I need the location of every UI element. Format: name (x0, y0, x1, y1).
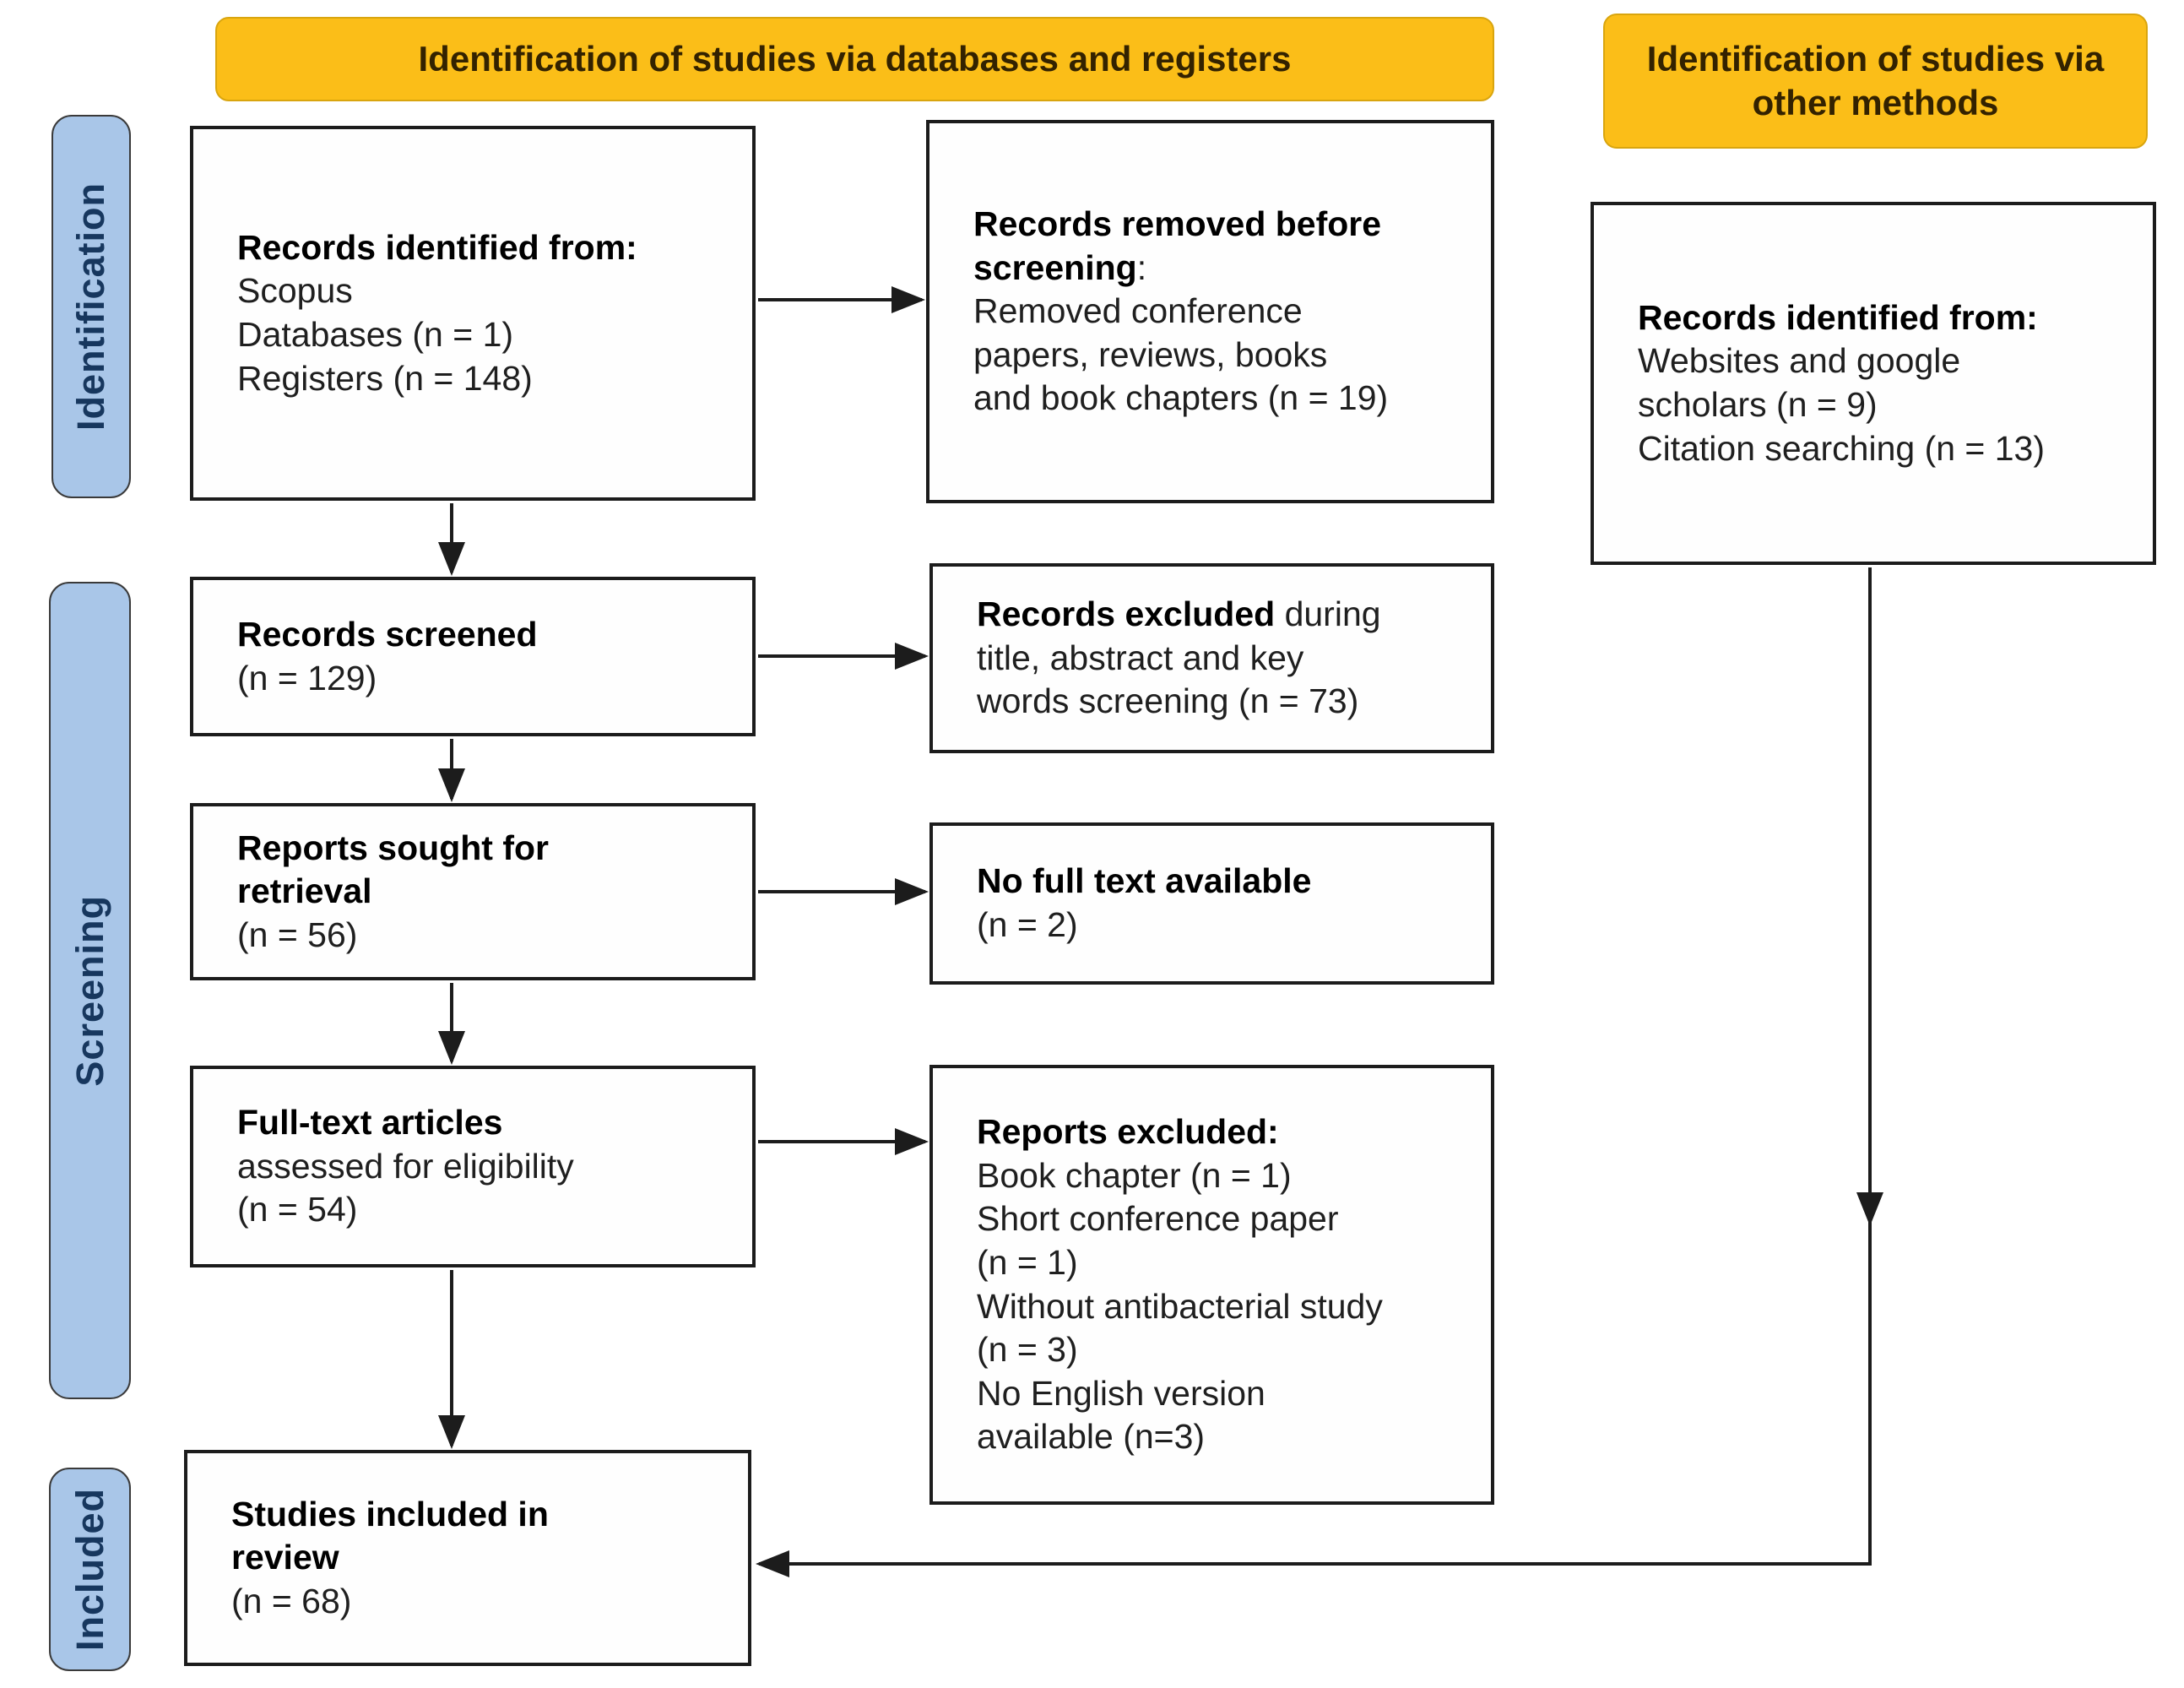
box-text-line: Removed conference (973, 291, 1303, 331)
box-text-line: Scopus (237, 271, 353, 311)
stage-included-label: Included (68, 1487, 111, 1651)
box-text-line: Records identified from: (1638, 297, 2038, 337)
stage-screening (49, 582, 131, 1399)
banner-databases-registers (215, 17, 1494, 101)
box-text-line: available (n=3) (977, 1417, 1206, 1457)
banner-other-methods-line1: Identification of studies via (1646, 38, 2105, 79)
box-text-line: Reports sought for (237, 828, 549, 867)
box-text-line: (n = 54) (237, 1190, 358, 1229)
stage-included (49, 1468, 131, 1671)
box-studies-included (184, 1450, 751, 1666)
box-text-line: papers, reviews, books (973, 334, 1328, 374)
box-text-line: Records excluded during (977, 594, 1381, 634)
stage-screening-label: Screening (68, 894, 111, 1087)
box-records-excluded (929, 563, 1494, 753)
box-records-identified-other-methods (1591, 202, 2156, 565)
box-text-line: (n = 56) (237, 915, 358, 954)
box-text-line: (n = 68) (231, 1581, 352, 1620)
box-text-line: Book chapter (n = 1) (977, 1155, 1292, 1195)
box-no-full-text (929, 822, 1494, 985)
box-text-line: and book chapters (n = 19) (973, 378, 1389, 418)
box-text-line: Citation searching (n = 13) (1638, 428, 2046, 468)
box-text-line: title, abstract and key (977, 638, 1304, 677)
box-text-line: Records screened (237, 614, 538, 654)
box-text-line: Short conference paper (977, 1199, 1339, 1239)
box-text-line: Records removed before (973, 204, 1382, 243)
stage-identification (51, 115, 131, 498)
box-records-screened (190, 577, 756, 736)
box-text-line: Reports excluded: (977, 1111, 1279, 1151)
box-text-line: (n = 2) (977, 905, 1078, 944)
banner-other-methods-line2: other methods (1752, 83, 1999, 122)
box-text-line: Studies included in (231, 1494, 549, 1533)
box-text-line: (n = 1) (977, 1242, 1078, 1282)
banner-other-methods (1603, 14, 2148, 149)
box-records-identified-databases (190, 126, 756, 501)
box-reports-sought-retrieval (190, 803, 756, 980)
box-text-line: screening: (973, 247, 1147, 287)
box-text-line: scholars (n = 9) (1638, 385, 1878, 424)
box-text-line: Databases (n = 1) (237, 315, 514, 354)
box-text-line: Websites and google (1638, 341, 1961, 381)
box-text-line: retrieval (237, 871, 372, 911)
box-text-line: review (231, 1538, 339, 1577)
box-fulltext-assessed (190, 1066, 756, 1267)
box-text-line: No English version (977, 1373, 1265, 1413)
box-records-removed-before-screening (926, 120, 1494, 503)
banner-databases-registers-label: Identification of studies via databases and registers (418, 38, 1292, 79)
box-text-line: assessed for eligibility (237, 1146, 574, 1186)
box-text-line: Records identified from: (237, 227, 637, 267)
box-reports-excluded (929, 1065, 1494, 1505)
box-text-line: words screening (n = 73) (977, 681, 1359, 721)
box-text-line: Registers (n = 148) (237, 358, 533, 398)
box-text-line: (n = 3) (977, 1330, 1078, 1370)
box-text-line: (n = 129) (237, 658, 377, 697)
box-text-line: Without antibacterial study (977, 1286, 1383, 1326)
box-text-line: No full text available (977, 861, 1312, 901)
box-text-line: Full-text articles (237, 1103, 503, 1143)
stage-identification-label: Identification (69, 182, 112, 431)
